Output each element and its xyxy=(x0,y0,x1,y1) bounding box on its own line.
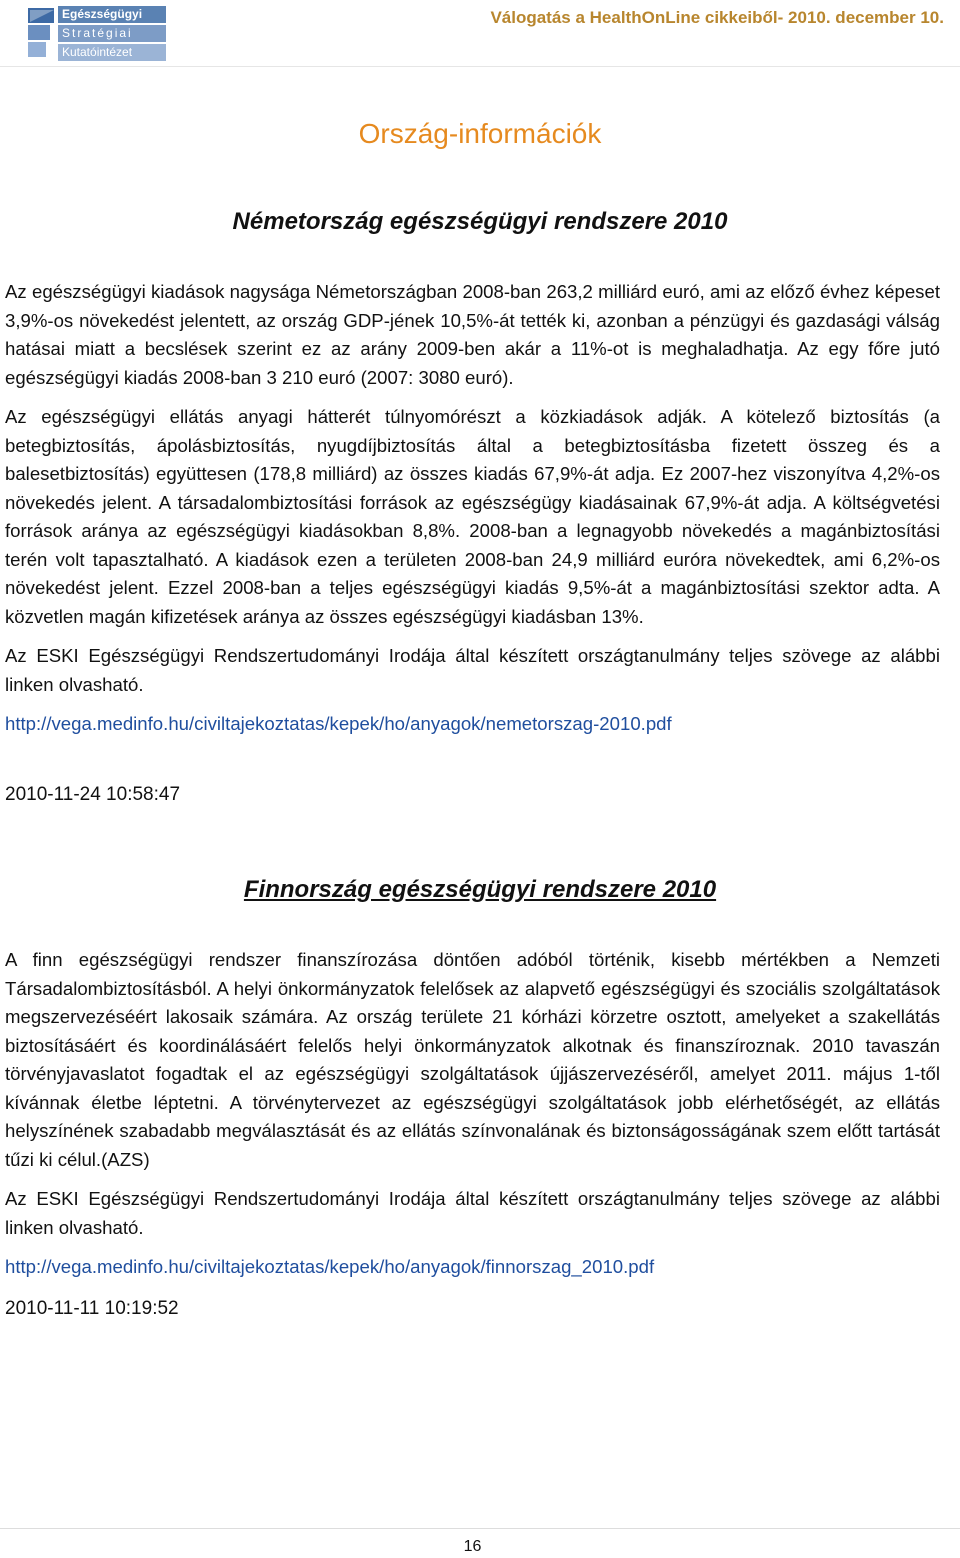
article-paragraph: Az egészségügyi ellátás anyagi hátterét túlnyomórészt a közkiadások adják. A kötelező biztosítás (a betegbiztosítás, ápolásbiztosítás, nyugdíjbiztosítás által a betegbiztosításba fizetett összeg és a balesetbiztosítás) együttesen (178,8 milliárd) az összes kiadás 67,9%-át adja. Ez 2007-hez viszonyítva 4,2%-os növekedés jelent. A társadalombiztosítási források az egészségügy kiadásainak 67,9%-át adja. A költségvetési források aránya az egészségügyi kiadásokban 8,8%. 2008-ban a legnagyobb növekedés a magánbiztosítási terén volt tapasztalható. A kiadások ezen a területen 2008-ban 24,9 milliárd euróra növekedtek, ami 6,2%-os növekedést jelent. Ezzel 2008-ban a teljes egészségügyi kiadás 9,5%-át a magánbiztosítási szektor adta. A közvetlen magán kifizetések aránya az összes egészségügyi kiadásban 13%. xyxy=(5,406,940,627)
article-body-germany xyxy=(5,278,940,739)
logo-line-3: Kutatóintézet xyxy=(58,44,166,61)
article-link-germany[interactable]: http://vega.medinfo.hu/civiltajekoztatas/kepek/ho/anyagok/nemetorszag-2010.pdf xyxy=(5,713,672,734)
logo-text xyxy=(58,6,166,62)
article-paragraph: Az ESKI Egészségügyi Rendszertudományi Irodája által készített országtanulmány teljes szövege az alábbi linken olvasható. xyxy=(5,1188,940,1238)
header-divider xyxy=(0,66,960,67)
article-timestamp-finland: 2010-11-11 10:19:52 xyxy=(5,1298,179,1319)
header-date: 2010. december 10. xyxy=(788,8,944,27)
footer-divider xyxy=(0,1528,960,1529)
article-timestamp-germany: 2010-11-24 10:58:47 xyxy=(5,784,181,805)
article-title-finland: Finnország egészségügyi rendszere 2010 xyxy=(243,876,717,903)
article-paragraph: Az egészségügyi kiadások nagysága Németországban 2008-ban 263,2 milliárd euró, ami az előző évhez képeset 3,9%-os növekedést jelentett, az ország GDP-jének 10,5%-át tették ki, azonban a pénzügyi és gazdasági válság hatásai miatt a becslések szerint ez az arány 2009-ben akár a 11%-ot is meghaladhatja. Az egy főre jutó egészségügyi kiadás 2008-ban 3 210 euró (2007: 3080 euró). xyxy=(5,281,940,388)
page-number: 16 xyxy=(463,1538,482,1555)
header-publication: Válogatás a HealthOnLine cikkeiből- xyxy=(490,8,784,27)
page-header xyxy=(0,0,960,70)
logo-line-2: Stratégiai xyxy=(58,25,166,42)
header-title xyxy=(490,8,944,28)
logo-line-1: Egészségügyi xyxy=(58,6,166,23)
eski-logo xyxy=(26,6,166,62)
article-body-finland xyxy=(5,946,940,1282)
article-paragraph: Az ESKI Egészségügyi Rendszertudományi Irodája által készített országtanulmány teljes szövege az alábbi linken olvasható. xyxy=(5,645,940,695)
article-link-finland[interactable]: http://vega.medinfo.hu/civiltajekoztatas/kepek/ho/anyagok/finnorszag_2010.pdf xyxy=(5,1256,655,1277)
logo-mark-icon xyxy=(26,6,58,58)
article-paragraph: A finn egészségügyi rendszer finanszírozása döntően adóból történik, kisebb mértékben a Nemzeti Társadalombiztosításból. A helyi önkormányzatok felelősek az alapvető egészségügyi és szociális szolgáltatások megszervezéséért lakosaik számára. Az ország területe 21 kórházi körzetre osztott, amelyeket a szakellátás biztosításáért és koordinálásáért felelős helyi önkormányzatok alkotnak és finanszíroznak. 2010 tavaszán törvényjavaslatot fogadtak el az egészségügyi szolgáltatások újjászervezéséről, amelyet 2011. május 1-től kívánnak életbe léptetni. A törvénytervezet az egészségügyi szolgáltatások jobb elérhetőségét, az ellátás helyszínének szabadabb megválasztását és az ellátás színvonalának és biztonságosságának szem előtt tartását tűzi ki célul.(AZS) xyxy=(5,949,940,1170)
article-title-germany: Németország egészségügyi rendszere 2010 xyxy=(232,208,728,235)
section-heading: Ország-információk xyxy=(358,118,602,149)
